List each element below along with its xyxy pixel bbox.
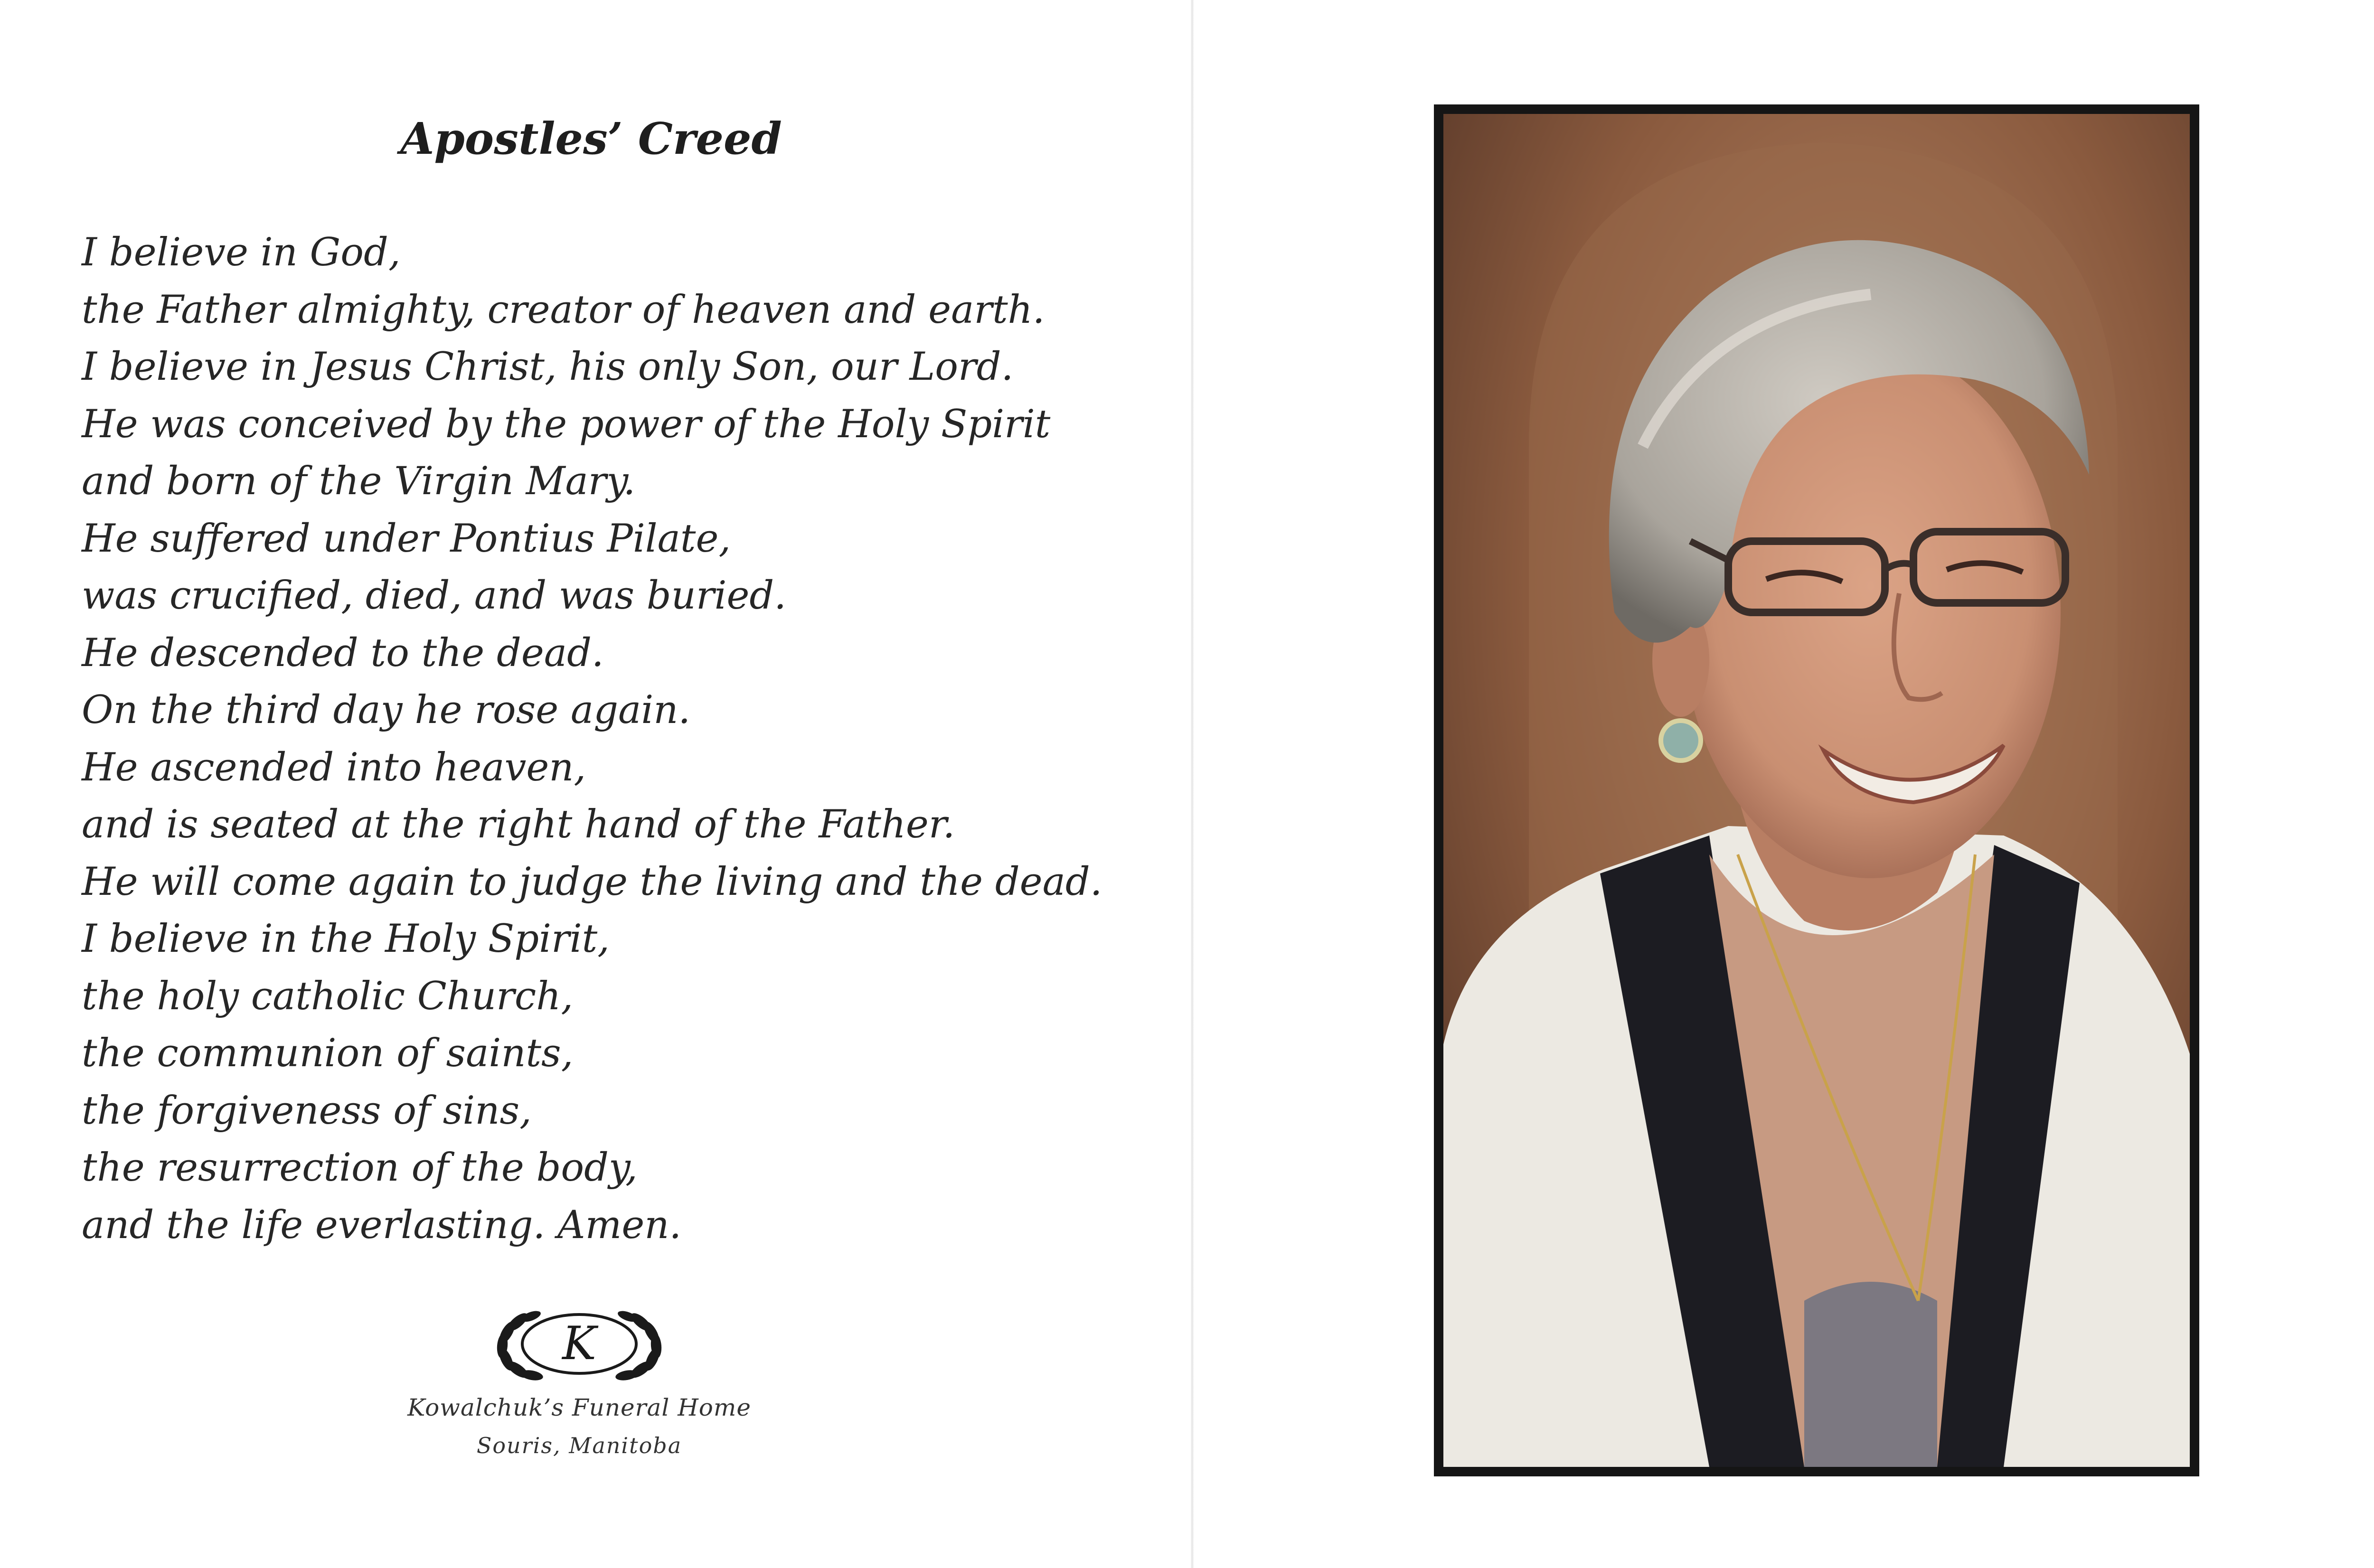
- creed-line: the forgiveness of sins,: [82, 1088, 532, 1133]
- card-fold: [1191, 0, 1194, 1568]
- creed-line: and the life everlasting. Amen.: [82, 1202, 682, 1248]
- creed-line: and is seated at the right hand of the Father.: [82, 802, 955, 847]
- creed-line: the Father almighty, creator of heaven and earth.: [82, 287, 1045, 332]
- funeral-home-logo: [389, 1303, 769, 1474]
- laurel-wreath-icon: [484, 1303, 674, 1384]
- creed-line: On the third day he rose again.: [82, 688, 691, 732]
- creed-line: the holy catholic Church,: [82, 974, 574, 1019]
- creed-line: the resurrection of the body,: [82, 1145, 638, 1190]
- portrait-photo: [1443, 114, 2190, 1467]
- creed-line: I believe in Jesus Christ, his only Son, our Lord.: [82, 345, 1014, 389]
- creed-text: [82, 224, 1174, 1254]
- creed-line: I believe in the Holy Spirit,: [82, 917, 610, 961]
- portrait-photo-icon: [1443, 114, 2190, 1467]
- creed-line: He was conceived by the power of the Holy Spirit: [82, 402, 1051, 447]
- creed-line: He will come again to judge the living and the dead.: [82, 859, 1102, 904]
- creed-line: the communion of saints,: [82, 1031, 574, 1076]
- logo-emblem-letter: K: [562, 1317, 596, 1370]
- creed-line: He ascended into heaven,: [82, 745, 586, 790]
- funeral-home-name: Kowalchuk’s Funeral Home: [407, 1394, 751, 1421]
- creed-line: He suffered under Pontius Pilate,: [82, 516, 731, 561]
- creed-line: I believe in God,: [82, 230, 401, 275]
- creed-line: and born of the Virgin Mary.: [82, 459, 636, 504]
- funeral-home-location: Souris, Manitoba: [476, 1433, 682, 1458]
- page-title: Apostles’ Creed: [400, 113, 782, 164]
- creed-line: was crucified, died, and was buried.: [82, 573, 786, 618]
- creed-line: He descended to the dead.: [82, 630, 604, 676]
